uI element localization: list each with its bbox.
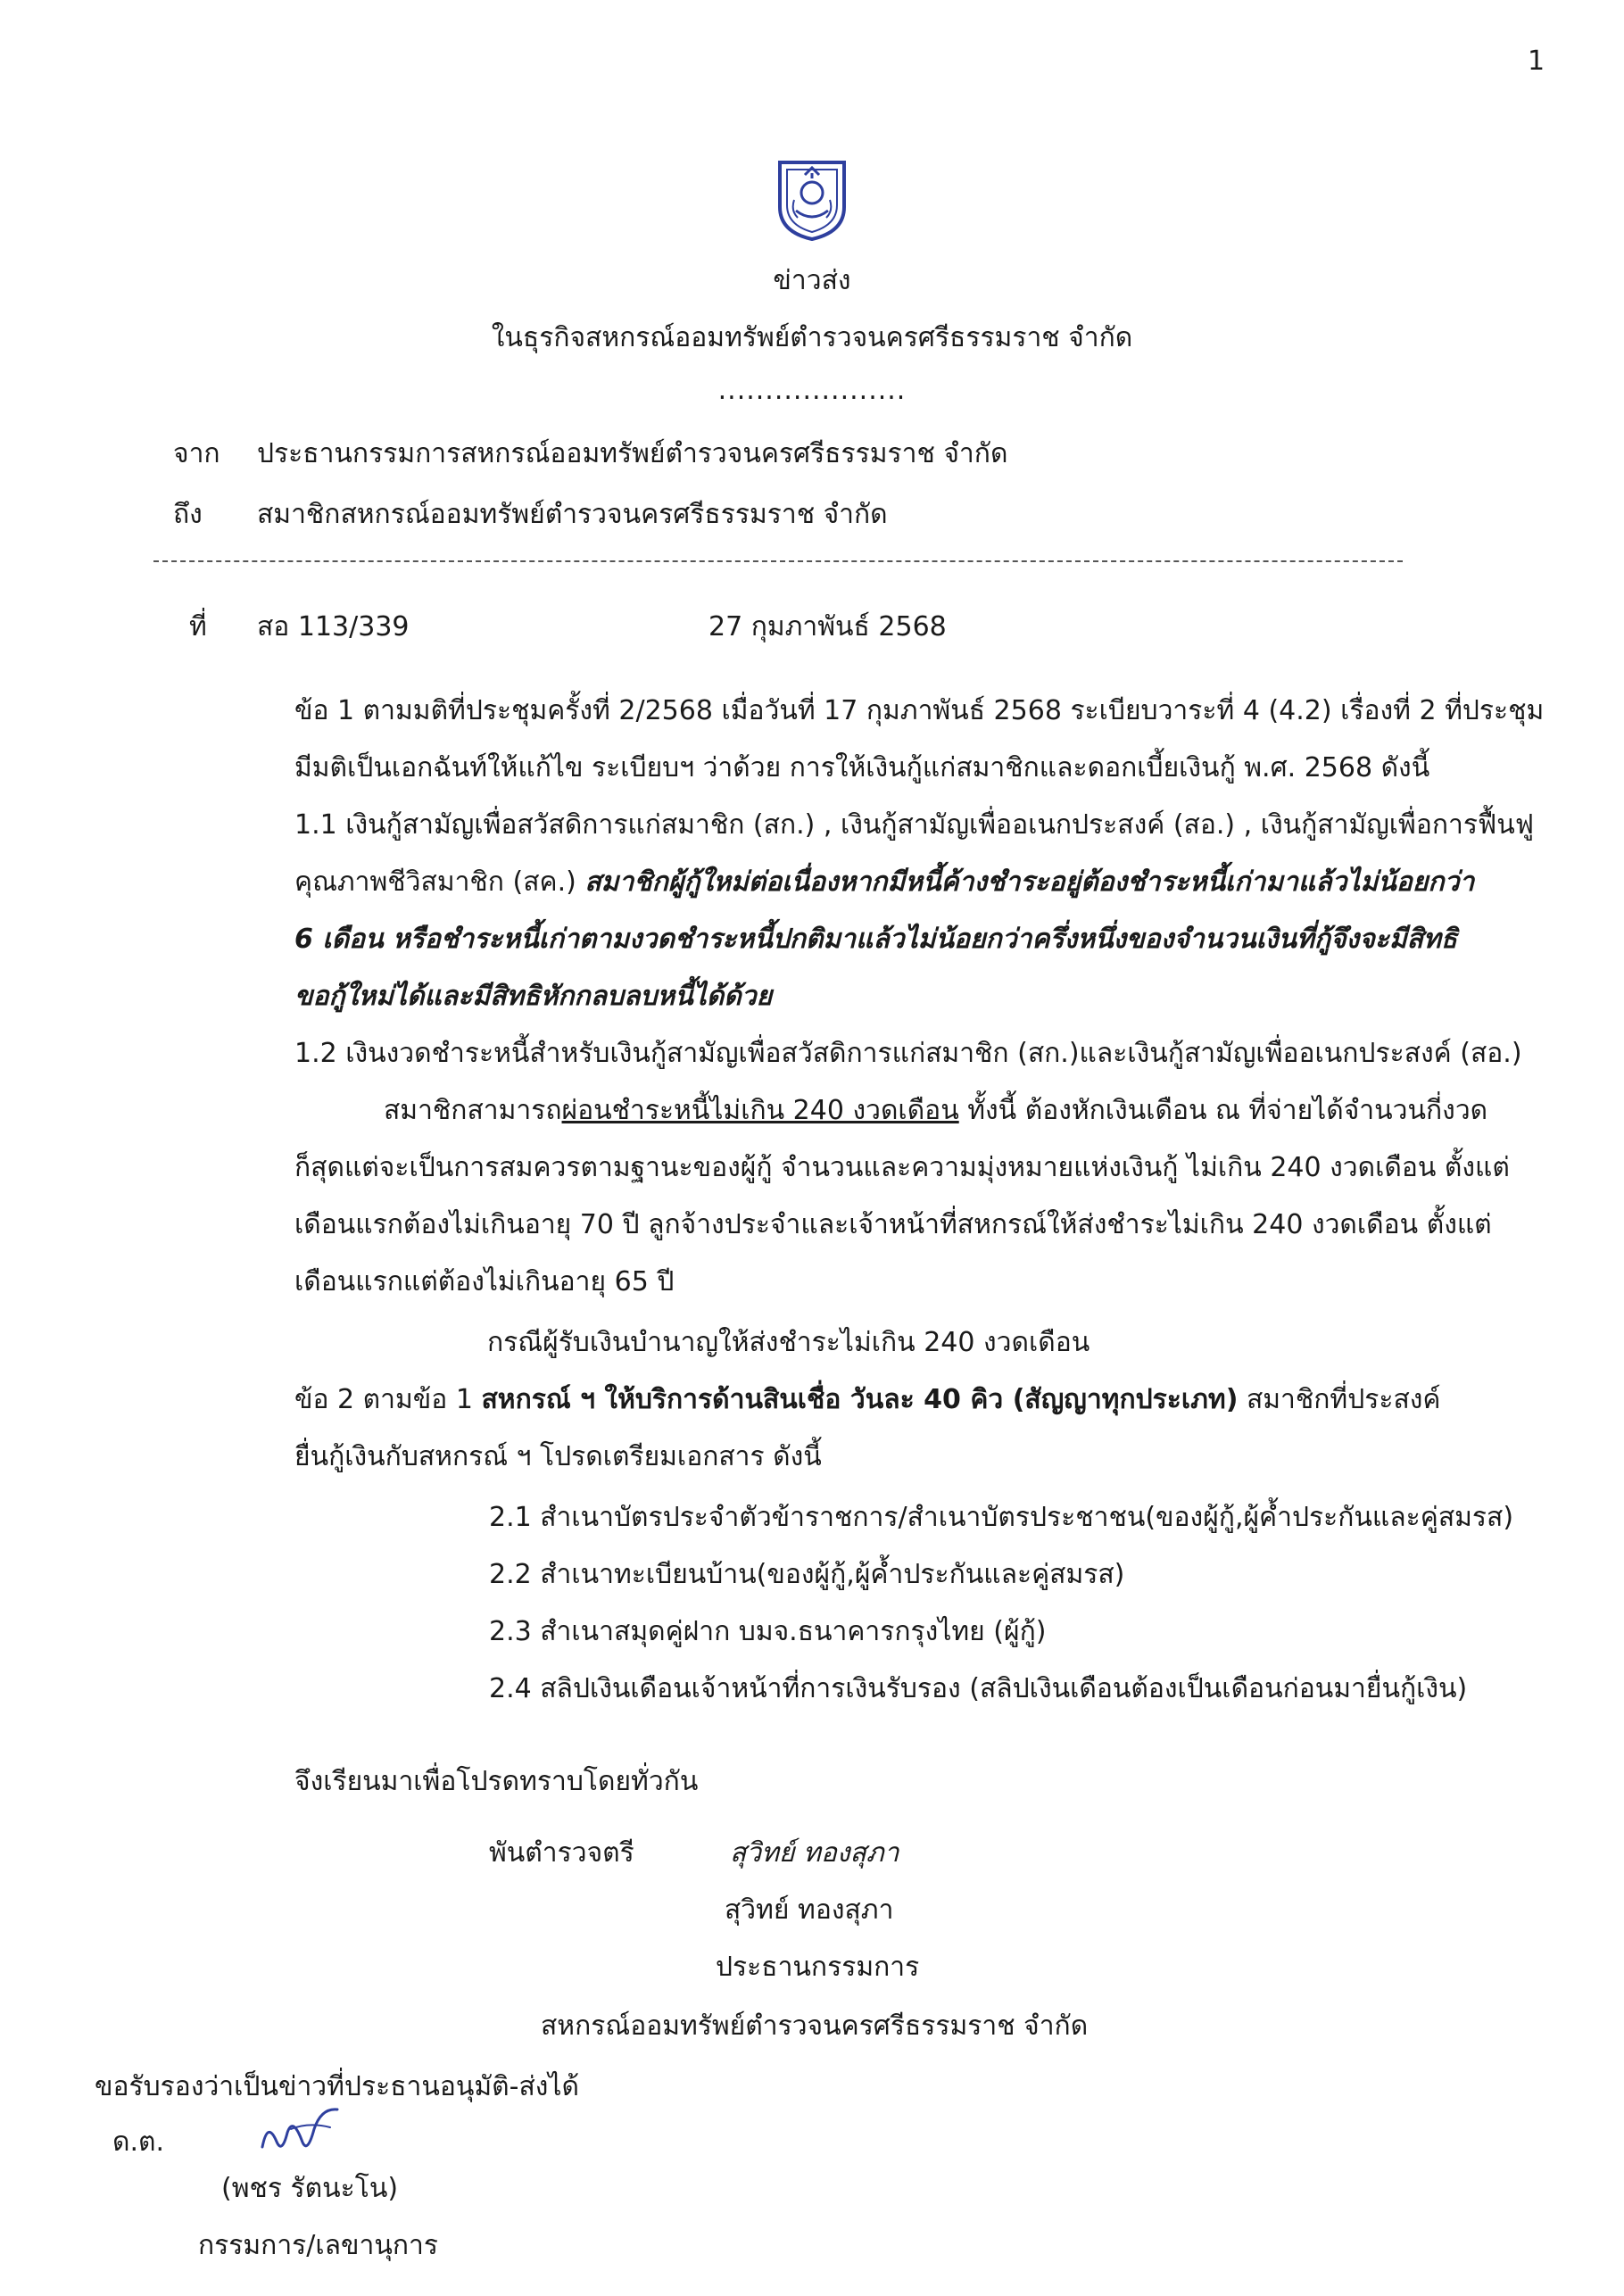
from-label: จาก bbox=[173, 438, 220, 469]
signer-org: สหกรณ์ออมทรัพย์ตำรวจนครศรีธรรมราช จำกัด bbox=[541, 2010, 1089, 2042]
section-1-1-line2 bbox=[294, 864, 1544, 901]
section-1-2-line2 bbox=[384, 1092, 1624, 1130]
certify-position: กรรมการ/เลขานุการ bbox=[198, 2230, 439, 2261]
section-1-2-line1: 1.2 เงินงวดชำระหนี้สำหรับเงินกู้สามัญเพื่อสวัสดิการแก่สมาชิก (สก.)และเงินกู้สามัญเพื่ออเนกประสงค์ (สอ.) bbox=[294, 1038, 1522, 1069]
cooperative-logo bbox=[775, 157, 849, 243]
to-label: ถึง bbox=[173, 499, 203, 530]
section-1-2-line5: เดือนแรกแต่ต้องไม่เกินอายุ 65 ปี bbox=[294, 1266, 675, 1297]
ref-number: สอ 113/339 bbox=[257, 611, 410, 642]
item1-line2: มีมติเป็นเอกฉันท์ให้แก้ไข ระเบียบฯ ว่าด้วย การให้เงินกู้แก่สมาชิกและดอกเบี้ยเงินกู้ พ.ศ. 2568 ดังนี้ bbox=[294, 752, 1430, 783]
to-value: สมาชิกสหกรณ์ออมทรัพย์ตำรวจนครศรีธรรมราช จำกัด bbox=[257, 499, 888, 530]
certify-name: (พชร รัตนะโน) bbox=[221, 2173, 399, 2204]
item2-line1 bbox=[294, 1381, 1544, 1419]
section-1-2-underlined: ผ่อนชำระหนี้ไม่เกิน 240 งวดเดือน bbox=[561, 1095, 959, 1126]
handwritten-signature bbox=[255, 2102, 353, 2165]
item2-line2: ยื่นกู้เงินกับสหกรณ์ ฯ โปรดเตรียมเอกสาร ดังนี้ bbox=[294, 1441, 822, 1472]
signer-signature: สุวิทย์ ทองสุภา bbox=[730, 1837, 899, 1869]
section-1-2-line3: ก็สุดแต่จะเป็นการสมควรตามฐานะของผู้กู้ จำนวนและความมุ่งหมายแห่งเงินกู้ ไม่เกิน 240 งวดเดือน ตั้งแต่ bbox=[294, 1152, 1510, 1183]
certify-text: ขอรับรองว่าเป็นข่าวที่ประธานอนุมัติ-ส่งได้ bbox=[95, 2071, 580, 2102]
section-1-1-emphasis: สมาชิกผู้กู้ใหม่ต่อเนื่องหากมีหนี้ค้างชำระอยู่ต้องชำระหนี้เก่ามาแล้วไม่น้อยกว่า bbox=[584, 866, 1475, 898]
closing-line: จึงเรียนมาเพื่อโปรดทราบโดยทั่วกัน bbox=[294, 1766, 699, 1797]
doc-item-4: 2.4 สลิปเงินเดือนเจ้าหน้าที่การเงินรับรอง (สลิปเงินเดือนต้องเป็นเดือนก่อนมายื่นกู้เงิน) bbox=[489, 1673, 1468, 1704]
certify-rank: ด.ต. bbox=[112, 2126, 165, 2158]
item2-text-c: สมาชิกที่ประสงค์ bbox=[1238, 1384, 1441, 1415]
section-1-2-text-a: สมาชิกสามารถ bbox=[384, 1095, 562, 1126]
doc-item-2: 2.2 สำเนาทะเบียนบ้าน(ของผู้กู้,ผู้ค้ำประกันและคู่สมรส) bbox=[489, 1559, 1125, 1590]
notice-org: ในธุรกิจสหกรณ์ออมทรัพย์ตำรวจนครศรีธรรมราช จำกัด bbox=[491, 322, 1133, 353]
doc-item-1: 2.1 สำเนาบัตรประจำตัวข้าราชการ/สำเนาบัตรประชาชน(ของผู้กู้,ผู้ค้ำประกันและคู่สมรส) bbox=[489, 1502, 1514, 1533]
signer-name: สุวิทย์ ทองสุภา bbox=[725, 1894, 894, 1926]
from-value: ประธานกรรมการสหกรณ์ออมทรัพย์ตำรวจนครศรีธรรมราช จำกัด bbox=[257, 438, 1008, 469]
section-1-1-line3: 6 เดือน หรือชำระหนี้เก่าตามงวดชำระหนี้ปกติมาแล้วไม่น้อยกว่าครึ่งหนึ่งของจำนวนเงินที่กู้จึงจะมีสิทธิ bbox=[294, 924, 1458, 955]
notice-date: 27 กุมภาพันธ์ 2568 bbox=[708, 611, 947, 642]
item2-text-a: ข้อ 2 ตามข้อ 1 bbox=[294, 1384, 482, 1415]
section-1-2-text-c: ทั้งนี้ ต้องหักเงินเดือน ณ ที่จ่ายได้จำนวนกี่งวด bbox=[958, 1095, 1488, 1126]
page-number: 1 bbox=[1528, 46, 1545, 77]
doc-item-3: 2.3 สำเนาสมุดคู่ฝาก บมจ.ธนาคารกรุงไทย (ผู้กู้) bbox=[489, 1616, 1047, 1647]
section-1-1-line1: 1.1 เงินกู้สามัญเพื่อสวัสดิการแก่สมาชิก (สก.) , เงินกู้สามัญเพื่ออเนกประสงค์ (สอ.) , เงินกู้สามัญเพื่อการฟื้นฟู bbox=[294, 809, 1534, 841]
section-1-1-line4: ขอกู้ใหม่ได้และมีสิทธิหักกลบลบหนี้ได้ด้วย bbox=[294, 981, 773, 1012]
section-1-2-line4: เดือนแรกต้องไม่เกินอายุ 70 ปี ลูกจ้างประจำและเจ้าหน้าที่สหกรณ์ให้ส่งชำระไม่เกิน 240 งวดเดือน ตั้งแต่ bbox=[294, 1209, 1492, 1240]
section-1-1-text: คุณภาพชีวิสมาชิก (สค.) bbox=[294, 866, 585, 898]
item1-line1: ข้อ 1 ตามมติที่ประชุมครั้งที่ 2/2568 เมื่อวันที่ 17 กุมภาพันธ์ 2568 ระเบียบวาระที่ 4 (4.2) เรื่องที่ 2 ที่ประชุม bbox=[294, 695, 1545, 726]
signer-position: ประธานกรรมการ bbox=[716, 1952, 920, 1983]
section-1-2-pension: กรณีผู้รับเงินบำนาญให้ส่งชำระไม่เกิน 240 งวดเดือน bbox=[487, 1327, 1090, 1358]
title-dots: .................... bbox=[717, 375, 907, 406]
notice-title: ข่าวส่ง bbox=[773, 265, 851, 296]
signer-rank: พันตำรวจตรี bbox=[489, 1837, 634, 1869]
item2-emphasis: สหกรณ์ ฯ ให้บริการด้านสินเชื่อ วันละ 40 คิว (สัญญาทุกประเภท) bbox=[481, 1384, 1239, 1415]
dashed-divider bbox=[153, 560, 1403, 562]
ref-label: ที่ bbox=[189, 611, 207, 642]
